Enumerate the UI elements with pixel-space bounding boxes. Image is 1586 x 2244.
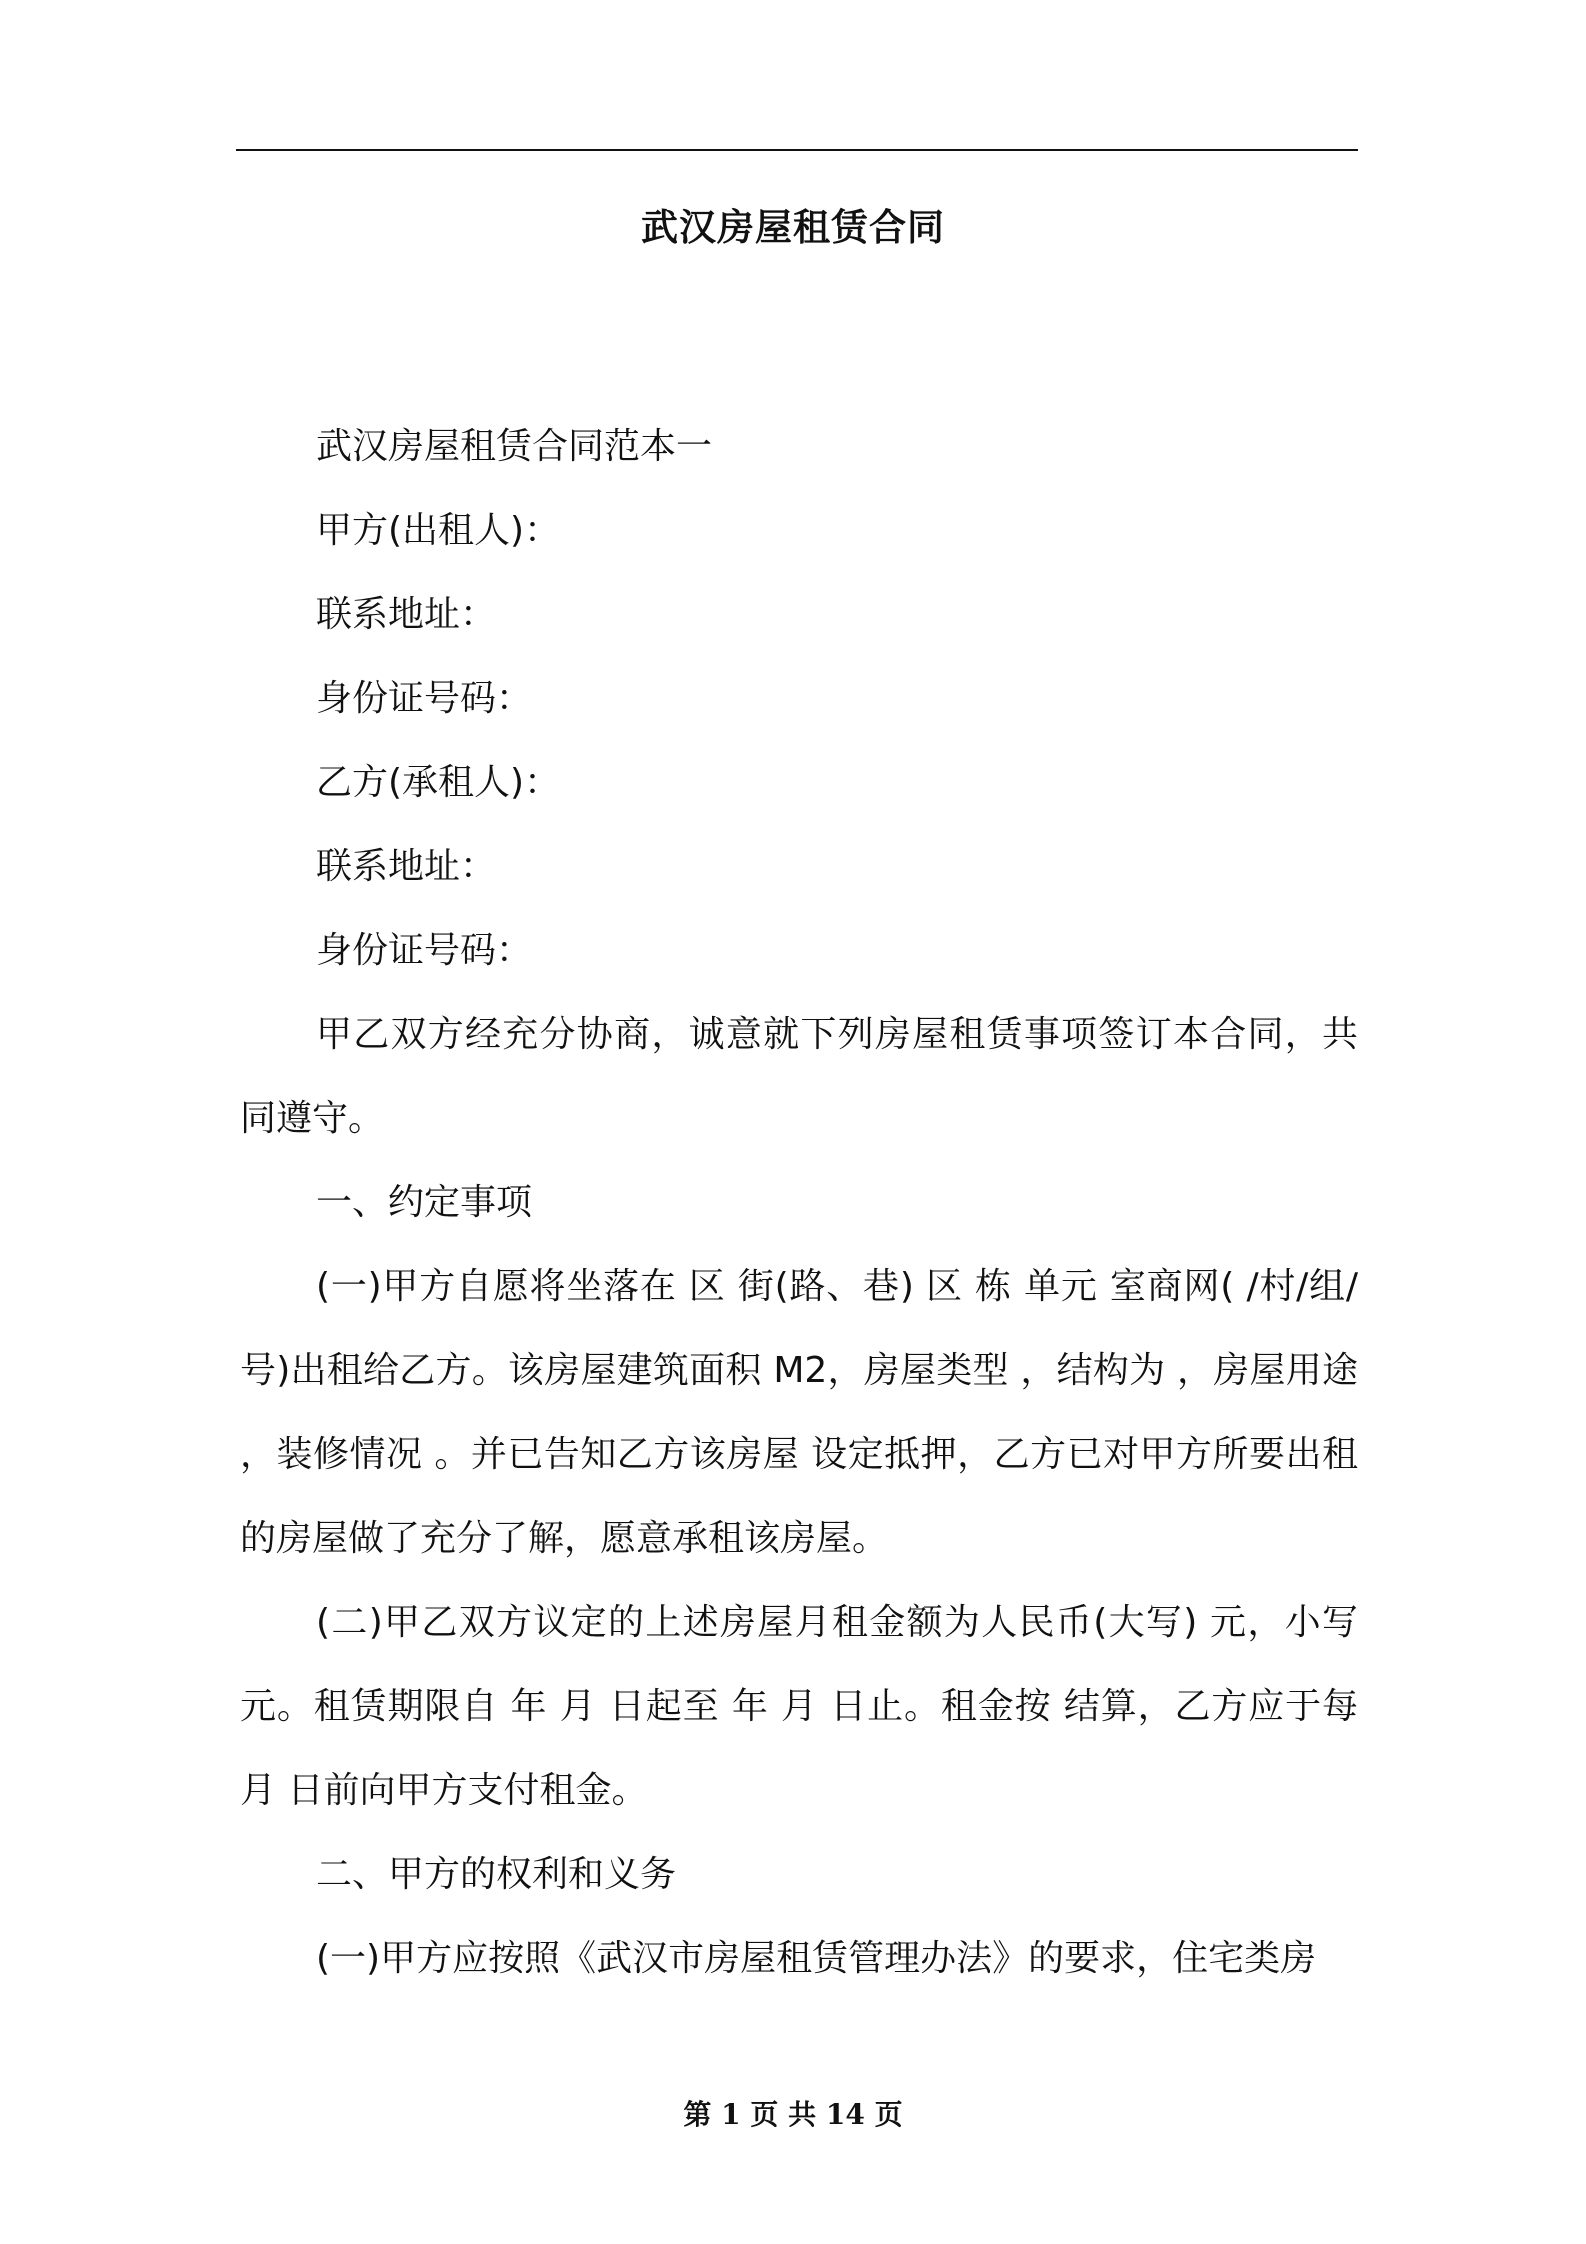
- section-heading-2: 二、甲方的权利和义务: [316, 1854, 677, 1895]
- paragraph-party-a-id: 身份证号码：: [316, 678, 533, 719]
- clause-1-2: (二)甲乙双方议定的上述房屋月租金额为人民币(大写) 元，小写 元。租赁期限自 年 月 日起至 年 月 日止。租金按 结算，乙方应于每月 日前向甲方支付租金。: [240, 1602, 1358, 1811]
- section-heading-1: 一、约定事项: [316, 1182, 533, 1223]
- document-body: [240, 405, 1358, 2001]
- page-footer: 第 1 页 共 14 页: [683, 2098, 903, 2131]
- paragraph-preamble: 甲乙双方经充分协商，诚意就下列房屋租赁事项签订本合同，共同遵守。: [240, 1014, 1358, 1139]
- paragraph-template-heading: 武汉房屋租赁合同范本一: [316, 426, 713, 467]
- header-rule: [236, 149, 1358, 151]
- clause-1-1: (一)甲方自愿将坐落在 区 街(路、巷) 区 栋 单元 室商网( /村/组/号)出租给乙方。该房屋建筑面积 M2，房屋类型 ，结构为 ，房屋用途 ，装修情况 。并已告知乙方该房屋 设定抵押，乙方已对甲方所要出租的房屋做了充分了解，愿意承租该房屋。: [240, 1266, 1358, 1559]
- paragraph-party-a-address: 联系地址：: [316, 594, 497, 635]
- paragraph-party-b: 乙方(承租人)：: [316, 762, 561, 803]
- paragraph-party-b-id: 身份证号码：: [316, 930, 533, 971]
- clause-2-1: (一)甲方应按照《武汉市房屋租赁管理办法》的要求，住宅类房: [316, 1938, 1317, 1979]
- paragraph-party-a: 甲方(出租人)：: [316, 510, 561, 551]
- document-title: 武汉房屋租赁合同: [641, 206, 945, 249]
- paragraph-party-b-address: 联系地址：: [316, 846, 497, 887]
